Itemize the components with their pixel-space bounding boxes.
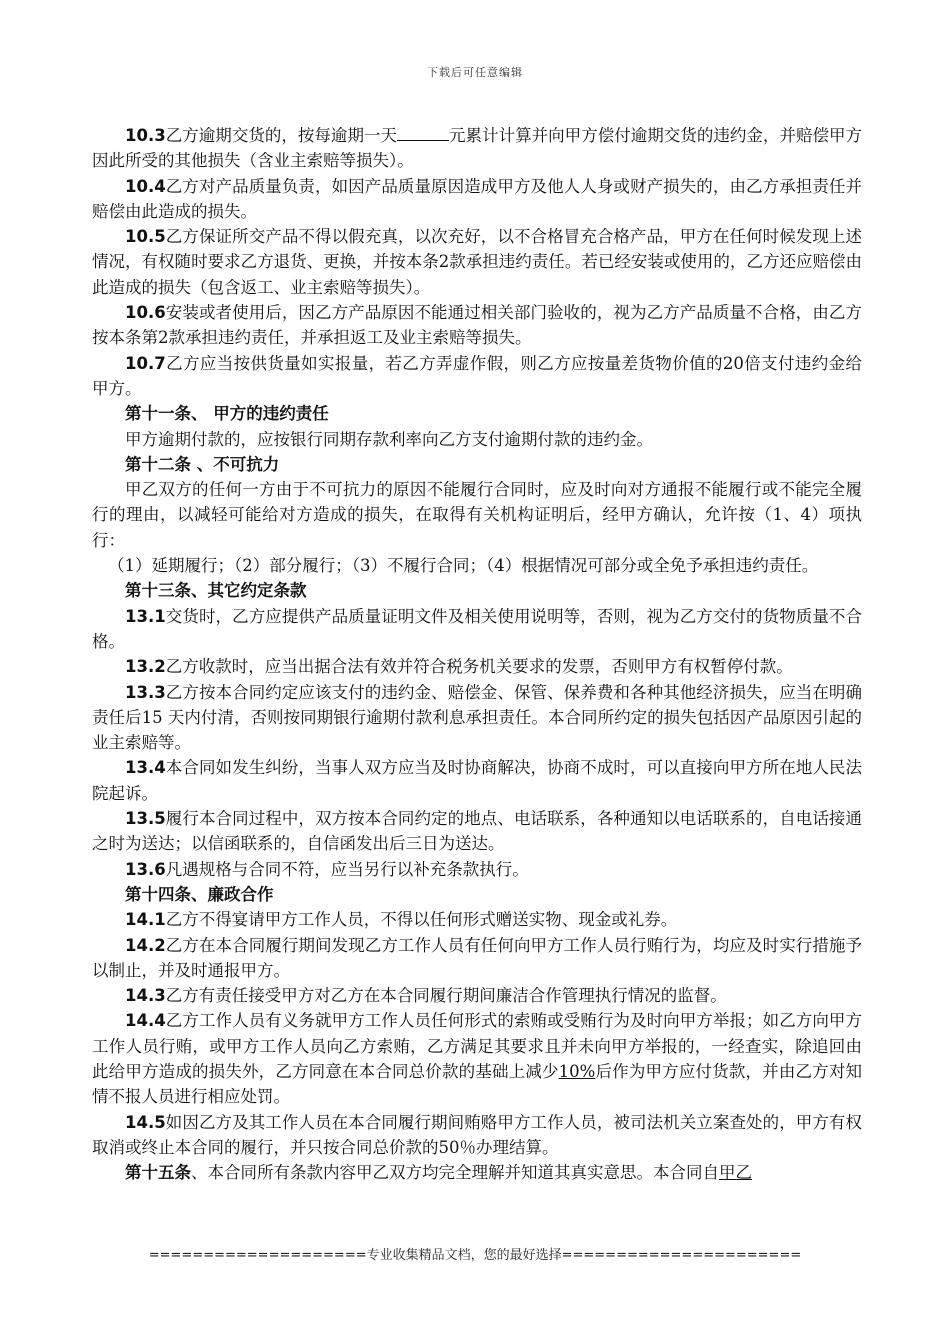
clause-text: 凡遇规格与合同不符，应当另行以补充条款执行。 [165, 859, 529, 879]
clause-number: 13.4 [125, 758, 166, 778]
article-15 [92, 1160, 862, 1185]
clause-number: 13.6 [125, 859, 166, 879]
clause-14-2 [92, 933, 862, 984]
clause-number: 10.6 [125, 303, 166, 323]
clause-text: 乙方保证所交产品不得以假充真，以次充好，以不合格冒充合格产品，甲方在任何时候发现上述情况，有权随时要求乙方退货、更换，并按本条2款承担违约责任。若已经安装或使用的，乙方还应赔偿由此造成的损失（包含返工、业主索赔等损失）。 [92, 227, 862, 297]
clause-text: 乙方有责任接受甲方对乙方在本合同履行期间廉洁合作管理执行情况的监督。 [165, 986, 727, 1006]
article-12-heading: 第十二条 、不可抗力 [125, 454, 280, 474]
clause-14-1 [92, 907, 862, 932]
clause-number: 13.3 [125, 682, 166, 702]
clause-number: 10.4 [125, 176, 166, 196]
article-13-heading: 第十三条、其它约定条款 [125, 581, 307, 601]
clause-number: 14.5 [125, 1112, 166, 1132]
clause-text: 乙方按本合同约定应该支付的违约金、赔偿金、保管、保养费和各种其他经济损失，应当在明确责任后15 天内付清，否则按同期银行逾期付款利息承担责任。本合同所约定的损失包括因产品原因引起的业主索赔等。 [92, 682, 862, 753]
clause-text: 乙方应当按供货量如实报量，若乙方弄虚作假，则乙方应按量差货物价值的20倍支付违约金给甲方。 [92, 353, 862, 398]
clause-text: 本合同如发生纠纷，当事人双方应当及时协商解决，协商不成时，可以直接向甲方所在地人民法院起诉。 [92, 758, 862, 803]
clause-number: 14.3 [125, 986, 166, 1006]
clause-number: 13.1 [125, 606, 166, 626]
clause-number: 13.2 [125, 657, 166, 677]
clause-number: 13.5 [125, 809, 166, 829]
page-header: 下载后可任意编辑 [427, 66, 523, 79]
article-12-options: （1）延期履行；（2）部分履行；（3）不履行合同；（4）根据情况可部分或全免予承担违约责任。 [108, 556, 819, 576]
clause-text: 乙方逾期交货的，按每逾期一天 [165, 126, 398, 145]
clause-number: 14.4 [125, 1011, 166, 1031]
clause-10-4 [92, 174, 862, 225]
clause-13-4 [92, 755, 862, 806]
clause-text: 交货时，乙方应提供产品质量证明文件及相关使用说明等，否则，视为乙方交付的货物质量不合格。 [92, 606, 862, 651]
clause-text: 乙方不得宴请甲方工作人员，不得以任何形式赠送实物、现金或礼券。 [165, 910, 678, 930]
article-15-heading: 第十五条 [125, 1163, 191, 1183]
clause-text-continued: 元累计计算并向甲方偿付逾期交货的违约金，并赔偿甲方因此所受的其他损失（含业主索赔等损失）。 [92, 126, 863, 171]
clause-text: 乙方在本合同履行期间发现乙方工作人员有任何向甲方工作人员行贿行为，均应及时实行措施予以制止，并及时通报甲方。 [92, 935, 862, 980]
clause-10-3 [92, 123, 862, 174]
clause-14-3 [92, 983, 862, 1008]
clause-14-4 [92, 1008, 862, 1109]
clause-text: 乙方对产品质量负责，如因产品质量原因造成甲方及他人人身或财产损失的，由乙方承担责任并赔偿由此造成的损失。 [92, 176, 862, 221]
clause-text-continued: 后作为甲方应付货款，并由乙方对知情不报人员进行相应处罚。 [92, 1061, 863, 1107]
article-12-text: 甲乙双方的任何一方由于不可抗力的原因不能履行合同时，应及时向对方通报不能履行或不能完全履行的理由，以减轻可能给对方造成的损失，在取得有关机构证明后，经甲方确认，允许按（1、4）项执行： [92, 480, 862, 550]
fill-in-blank [397, 126, 449, 141]
underlined-parties: 甲乙 [719, 1163, 752, 1183]
clause-13-3 [92, 680, 862, 756]
article-15-text: 、本合同所有条款内容甲乙双方均完全理解并知道其真实意思。本合同自 [191, 1163, 719, 1183]
article-11-heading: 第十一条、 甲方的违约责任 [125, 404, 329, 424]
clause-13-1 [92, 604, 862, 655]
clause-text: 乙方收款时，应当出据合法有效并符合税务机关要求的发票，否则甲方有权暂停付款。 [165, 657, 793, 677]
article-11-text: 甲方逾期付款的，应按银行同期存款利率向乙方支付逾期付款的违约金。 [125, 429, 653, 449]
clause-text: 乙方工作人员有义务就甲方工作人员任何形式的索贿或受贿行为及时向甲方举报；如乙方向甲方工作人员行贿，或甲方工作人员向乙方索贿，乙方满足其要求且并未向甲方举报的，一经查实，除追回由此给甲方造成的损失外，乙方同意在本合同总价款的基础上减少 [92, 1011, 862, 1081]
clause-text: 履行本合同过程中，双方按本合同约定的地点、电话联系，各种通知以电话联系的，自电话接通之时为送达；以信函联系的，自信函发出后三日为送达。 [92, 809, 862, 854]
clause-number: 14.2 [125, 935, 166, 955]
clause-number: 10.7 [125, 353, 166, 373]
page-footer: ====================专业收集精品文档，您的最好选择====================== [148, 1248, 802, 1263]
clause-number: 10.3 [125, 126, 166, 145]
clause-text: 如因乙方及其工作人员在本合同履行期间贿赂甲方工作人员，被司法机关立案查处的，甲方有权取消或终止本合同的履行，并只按合同总价款的50％办理结算。 [92, 1112, 862, 1157]
clause-10-6 [92, 300, 862, 351]
clause-10-7 [92, 351, 862, 402]
article-14-heading: 第十四条、廉政合作 [125, 884, 274, 904]
contract-body [92, 123, 862, 1185]
clause-13-6 [92, 857, 862, 882]
underlined-percentage: 10% [558, 1061, 596, 1081]
clause-number: 10.5 [125, 227, 166, 247]
clause-14-5 [92, 1110, 862, 1161]
clause-13-2 [92, 654, 862, 679]
clause-number: 14.1 [125, 910, 166, 930]
clause-10-5 [92, 224, 862, 300]
clause-text: 安装或者使用后，因乙方产品原因不能通过相关部门验收的，视为乙方产品质量不合格，由乙方按本条第2款承担违约责任，并承担返工及业主索赔等损失。 [92, 303, 862, 348]
clause-13-5 [92, 806, 862, 857]
